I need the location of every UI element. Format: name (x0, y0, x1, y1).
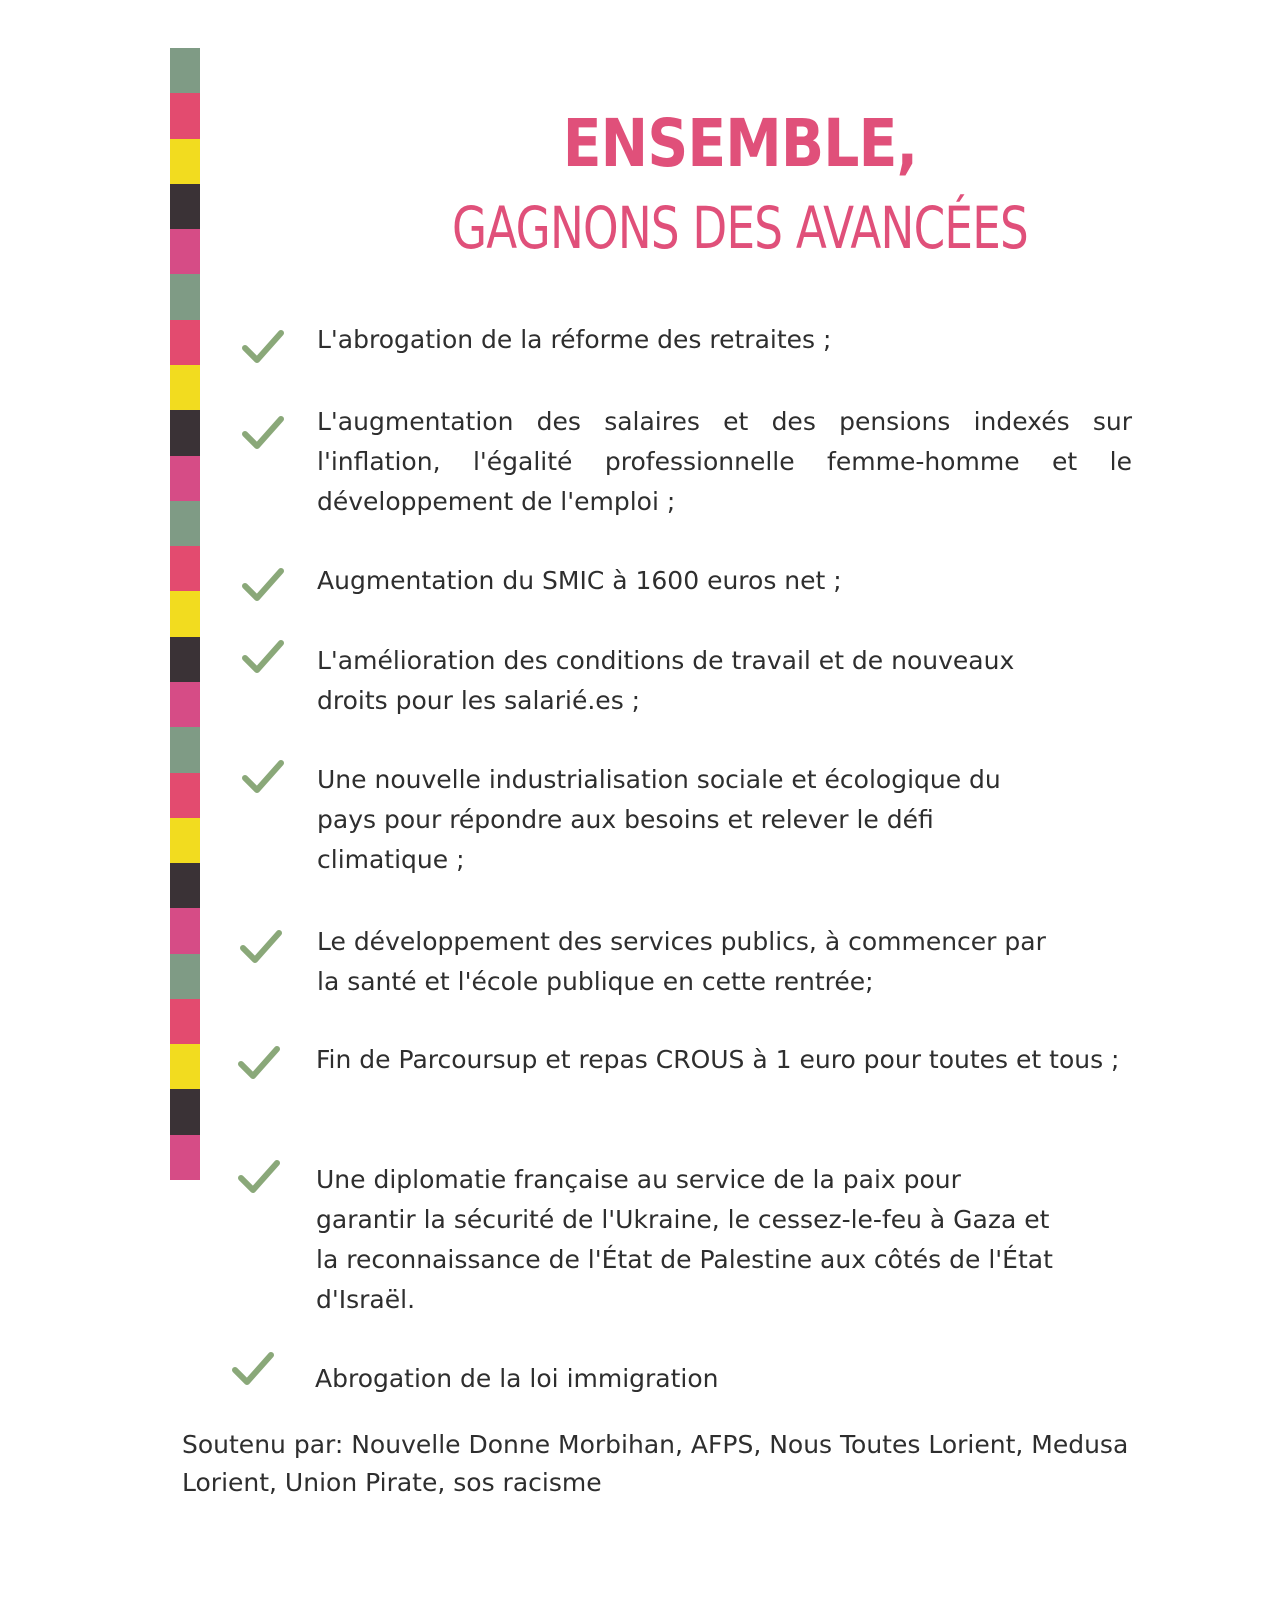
check-icon (232, 1352, 274, 1386)
stripe-segment (170, 818, 200, 863)
list-item: Augmentation du SMIC à 1600 euros net ; (317, 566, 842, 595)
check-icon (240, 930, 282, 964)
stripe-segment (170, 591, 200, 636)
list-item: L'augmentation des salaires et des pensions indexés sur l'inflation, l'égalité professionnelle femme-homme et le développement de l'emploi ; (317, 407, 1132, 516)
stripe-segment (170, 954, 200, 999)
list-item: L'abrogation de la réforme des retraites ; (317, 325, 832, 354)
check-icon (242, 568, 284, 602)
decorative-stripe-bar (170, 48, 200, 1180)
list-item: Une nouvelle industrialisation sociale et écologique du pays pour répondre aux besoins et relever le défi climatique ; (317, 765, 1001, 874)
stripe-segment (170, 139, 200, 184)
list-item: Le développement des services publics, à commencer par la santé et l'école publique en cette rentrée; (317, 927, 1046, 996)
check-icon (242, 330, 284, 364)
stripe-segment (170, 908, 200, 953)
stripe-segment (170, 863, 200, 908)
title-block (300, 96, 1180, 264)
stripe-segment (170, 229, 200, 274)
check-icon (238, 1046, 280, 1080)
stripe-segment (170, 546, 200, 591)
stripe-segment (170, 682, 200, 727)
stripe-segment (170, 410, 200, 455)
list-item: Abrogation de la loi immigration (315, 1364, 719, 1393)
stripe-segment (170, 274, 200, 319)
stripe-segment (170, 1135, 200, 1180)
check-icon (242, 416, 284, 450)
stripe-segment (170, 773, 200, 818)
stripe-segment (170, 999, 200, 1044)
title-subtitle: GAGNONS DES AVANCÉES (452, 194, 1028, 262)
stripe-segment (170, 1044, 200, 1089)
list-item: Une diplomatie française au service de la paix pour garantir la sécurité de l'Ukraine, le cessez-le-feu à Gaza et la reconnaissance de l'État de Palestine aux côtés de l'État d'Israël. (316, 1165, 1053, 1314)
stripe-segment (170, 637, 200, 682)
stripe-segment (170, 365, 200, 410)
stripe-segment (170, 727, 200, 772)
stripe-segment (170, 320, 200, 365)
check-icon (242, 760, 284, 794)
check-icon (242, 640, 284, 674)
stripe-segment (170, 501, 200, 546)
supporters-footer: Soutenu par: Nouvelle Donne Morbihan, AFPS, Nous Toutes Lorient, Medusa Lorient, Union Pirate, sos racisme (182, 1430, 1129, 1497)
stripe-segment (170, 1089, 200, 1134)
stripe-segment (170, 48, 200, 93)
list-item: Fin de Parcoursup et repas CROUS à 1 euro pour toutes et tous ; (316, 1045, 1120, 1074)
stripe-segment (170, 93, 200, 138)
check-icon (238, 1160, 280, 1194)
stripe-segment (170, 456, 200, 501)
stripe-segment (170, 184, 200, 229)
title-main: ENSEMBLE, (562, 105, 918, 182)
list-item: L'amélioration des conditions de travail et de nouveaux droits pour les salarié.es ; (317, 646, 1015, 715)
